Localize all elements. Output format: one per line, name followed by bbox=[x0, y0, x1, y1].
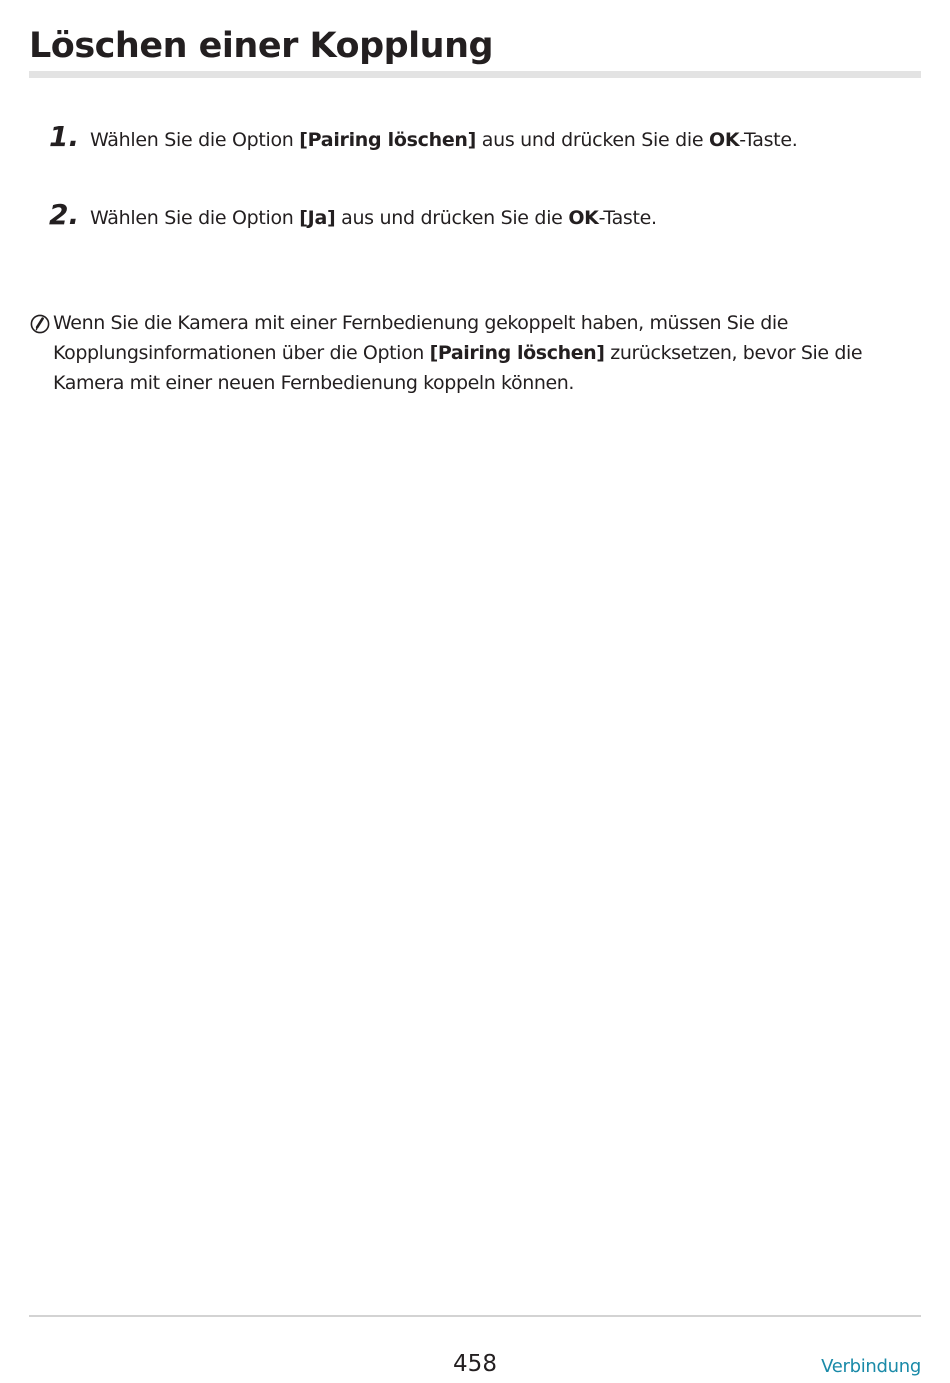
footer-divider bbox=[29, 1315, 921, 1317]
step-text bbox=[90, 207, 657, 229]
step-key: OK bbox=[568, 207, 599, 229]
step-text bbox=[90, 129, 797, 151]
step-option: [Ja] bbox=[299, 207, 336, 229]
step-number: 2. bbox=[49, 198, 80, 231]
step-text-after: -Taste. bbox=[598, 207, 657, 229]
step-key: OK bbox=[708, 129, 740, 151]
step-2 bbox=[49, 198, 909, 231]
step-text-before: Wählen Sie die Option bbox=[90, 129, 300, 151]
step-number: 1. bbox=[49, 120, 80, 153]
step-option: [Pairing löschen] bbox=[299, 129, 477, 151]
page-title: Löschen einer Kopplung bbox=[29, 26, 494, 66]
note-text bbox=[53, 308, 910, 398]
note-text-before: Wenn Sie die Kamera mit einer Fernbedienung gekoppelt haben, müssen Sie die Kopplungsinformationen über die Option bbox=[53, 312, 789, 364]
title-underline bbox=[29, 71, 921, 78]
note-pencil-icon bbox=[30, 314, 50, 334]
step-text-after: -Taste. bbox=[739, 129, 798, 151]
step-text-middle: aus und drücken Sie die bbox=[476, 129, 709, 151]
step-text-before: Wählen Sie die Option bbox=[90, 207, 300, 229]
page-number: 458 bbox=[453, 1351, 497, 1377]
note-option: [Pairing löschen] bbox=[429, 342, 605, 364]
step-1 bbox=[49, 120, 909, 153]
section-link-verbindung[interactable]: Verbindung bbox=[821, 1356, 921, 1377]
note-text-after: zurücksetzen, bevor Sie die Kamera mit einer neuen Fernbedienung koppeln können. bbox=[53, 342, 863, 394]
note-box bbox=[30, 308, 910, 398]
step-text-middle: aus und drücken Sie die bbox=[335, 207, 569, 229]
